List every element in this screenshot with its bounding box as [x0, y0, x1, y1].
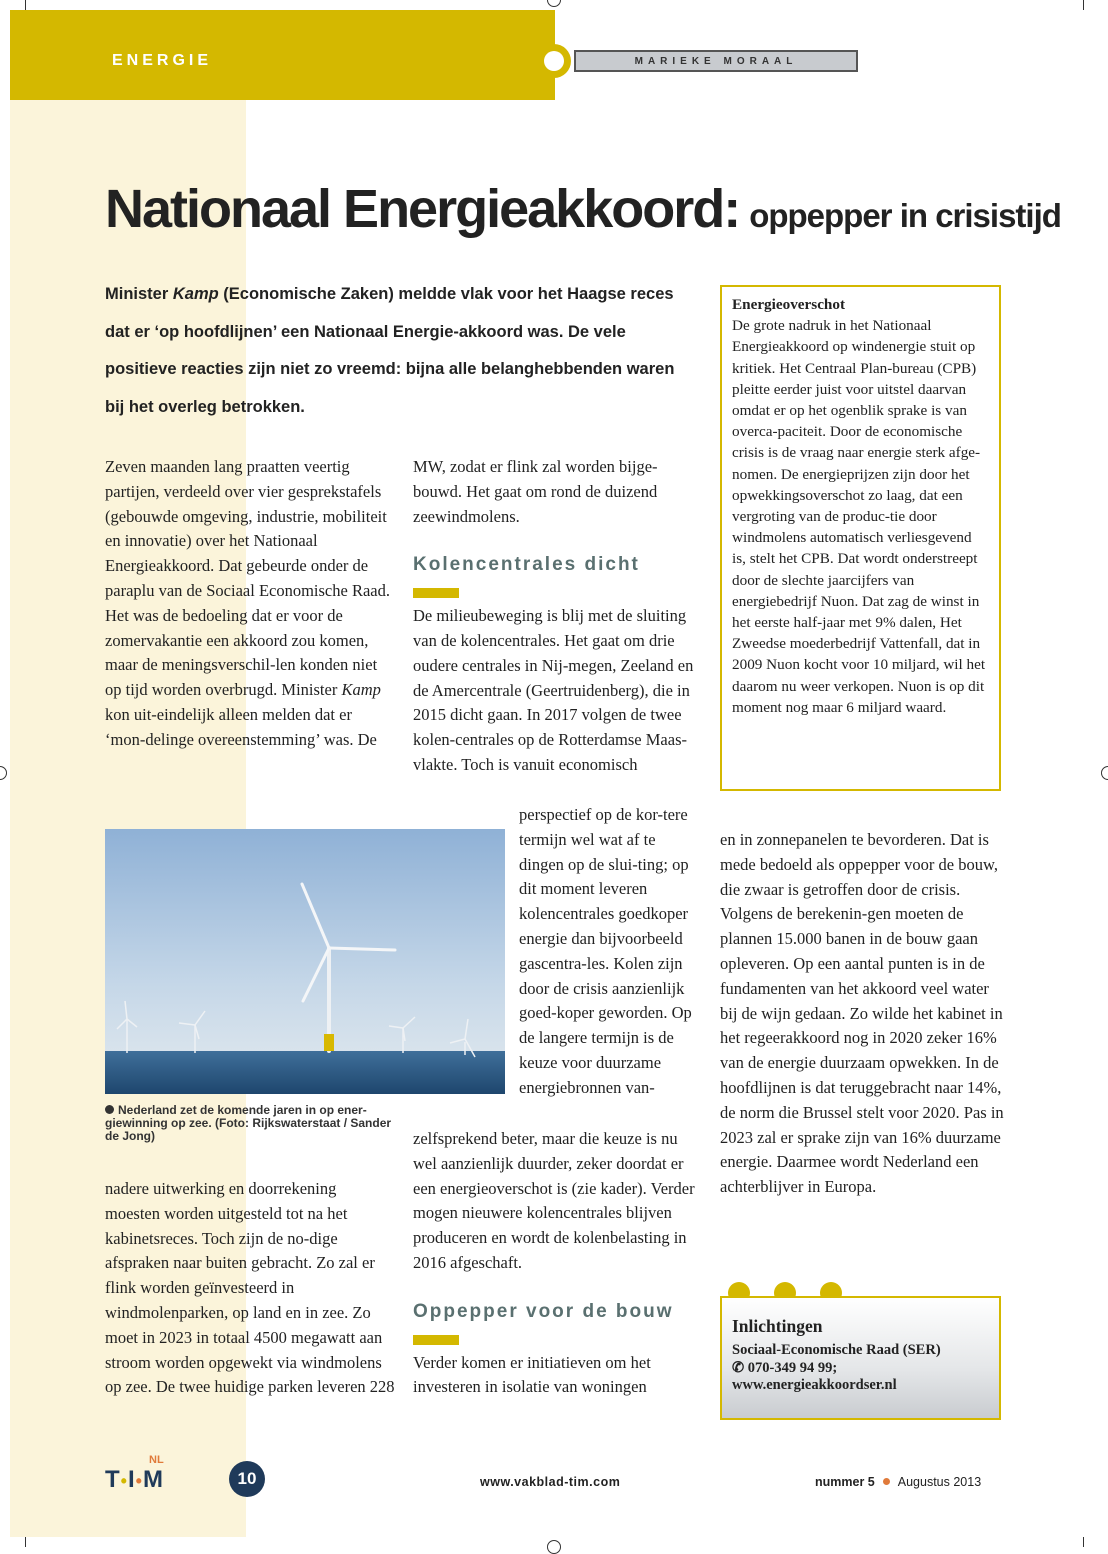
- section-label: ENERGIE: [112, 52, 213, 69]
- body-text: De milieubeweging is blij met de sluiting van de kolencentrales. Het gaat om drie oudere centrales in Nij-megen, Zeeland en de Amercentrale (Geertruidenberg), die in 2015 dicht gaan. In 2017 volgen de twee kolen-centrales op de Rotterdamse Maas-vlakte. Toch is vanuit economisch: [413, 606, 694, 774]
- body-text: Zeven maanden lang praatten veertig partijen, verdeeld over vier gesprekstafels (gebouwde omgeving, industrie, mobiliteit en innovatie) over het Nationaal Energieakkoord. Dat gebeurde onder de paraplu van de Sociaal Economische Raad. Het was de bedoeling dat er voor de zomervakantie een akkoord zou komen, maar de meningsverschil-len konden niet op tijd worden overbrugd. Minister: [105, 457, 390, 700]
- lead-text: Minister: [105, 285, 173, 303]
- lead-paragraph: [105, 276, 695, 426]
- info-phone: ✆ 070-349 94 99;: [732, 1359, 838, 1376]
- lead-name: Kamp: [172, 285, 219, 303]
- article-title: [105, 178, 1061, 240]
- body-text: MW, zodat er flink zal worden bijge-bouwd. Het gaat om rond de duizend zeewindmolens.: [413, 457, 658, 526]
- footer-website[interactable]: www.vakblad-tim.com: [480, 1475, 621, 1489]
- subheading-kolencentrales: Kolencentrales dicht: [413, 554, 640, 576]
- logo-letter: I: [127, 1466, 136, 1493]
- sidebar-box: [720, 285, 1001, 791]
- wind-turbine-photo: [105, 829, 505, 1094]
- info-title: Inlichtingen: [732, 1316, 823, 1336]
- header-dot: [544, 51, 564, 71]
- column-1-bottom: nadere uitwerking en doorrekening moesten worden uitgesteld tot na het kabinetsreces. Toch zijn de no-dige afspraken naar buiten gebracht. Zo zal er flink worden geïnvesteerd in windmolenparken, op land en in zee. Zo moet in 2023 in totaal 4500 megawatt aan stroom worden opgewekt via windmolens op zee. De twee huidige parken leveren 228: [105, 1179, 395, 1397]
- info-org: Sociaal-Economische Raad (SER): [732, 1342, 941, 1358]
- subheading-bouw: Oppepper voor de bouw: [413, 1300, 674, 1322]
- photo-caption: [105, 1104, 395, 1143]
- caption-text: Nederland zet de komende jaren in op ener-giewinning op zee. (Foto: Rijkswaterstaat / Sander de Jong): [105, 1103, 392, 1143]
- crop-mark: [1083, 0, 1084, 10]
- crop-mark: [25, 0, 26, 10]
- author-bar: [574, 50, 858, 72]
- column-3: en in zonnepanelen te bevorderen. Dat is mede bedoeld als oppepper voor de bouw, die zwaar is getroffen door de crisis. Volgens de berekenin-gen moeten de plannen 15.000 banen in de bouw gaan opleveren. Op een aantal punten is in de fundamenten van het akkoord veel water bij de wijn gedaan. Zo wilde het kabinet in het regeerakkoord nog in 2020 zeker 16% van de energie duurzaam opwekken. In de hoofdlijnen is dat teruggebracht naar 14%, de norm die Brussel stelt voor 2020. Pas in 2023 zal er sprake zijn van 16% duurzame energie. Daarmee wordt Nederland een achterblijver in Europa.: [720, 830, 1004, 1197]
- footer-issue: [815, 1475, 981, 1489]
- logo-dot: •: [135, 1471, 143, 1491]
- registration-mark-icon: [547, 1540, 561, 1554]
- logo-letter: T: [105, 1466, 121, 1493]
- crop-mark: [1083, 1537, 1084, 1547]
- bullet-icon: [105, 1105, 114, 1114]
- page-number: 10: [229, 1461, 265, 1497]
- registration-mark-icon: [0, 766, 7, 780]
- subheading-bar: [413, 1335, 459, 1345]
- column-2-bottom: [413, 1127, 703, 1400]
- body-name: Kamp: [341, 680, 381, 700]
- title-sub: oppepper in crisistijd: [749, 197, 1061, 234]
- author-name: MARIEKE MORAAL: [634, 55, 798, 67]
- separator-dot-icon: [883, 1478, 890, 1485]
- subheading-bar: [413, 588, 459, 598]
- body-text: kon uit-eindelijk alleen melden dat er ‘mon-delinge overeenstemming’ was. De: [105, 704, 377, 749]
- logo-nl: NL: [149, 1454, 164, 1466]
- column-1-top: [105, 455, 395, 753]
- issue-date: Augustus 2013: [897, 1475, 982, 1489]
- registration-mark-icon: [547, 0, 561, 7]
- crop-mark: [25, 1537, 26, 1547]
- lead-text: (Economische Zaken) meldde vlak voor het Haagse reces dat er ‘op hoofdlijnen’ een Nationaal Energie-akkoord was. De vele positieve reacties zijn niet zo vreemd: bijna alle belanghebbenden waren bij het overleg betrokken.: [105, 285, 675, 416]
- sidebar-title: Energieoverschot: [732, 296, 846, 313]
- column-2-wrap: perspectief op de kor-tere termijn wel wat af te dingen op de slui-ting; op dit moment leveren kolencentrales goedkoper energie dan bijvoorbeeld gascentra-les. Kolen zijn door de crisis aanzienlijk goed-koper geworden. Op de langere termijn is de keuze voor duurzame energiebronnen van-: [519, 805, 692, 1097]
- logo-letter: M: [142, 1466, 164, 1493]
- body-text: zelfsprekend beter, maar die keuze is nu wel aanzienlijk duurder, zeker doordat er een energieoverschot is (zie kader). Verder mogen nieuwere kolencentrales blijven produceren en wordt de kolenbelasting in 2016 afgeschaft.: [413, 1129, 695, 1272]
- header-band: [10, 10, 555, 100]
- body-text: Verder komen er initiatieven om het investeren in isolatie van woningen: [413, 1352, 651, 1397]
- issue-number: nummer 5: [815, 1475, 875, 1489]
- logo-dot: •: [120, 1471, 128, 1491]
- title-main: Nationaal Energieakkoord:: [105, 179, 740, 239]
- registration-mark-icon: [1101, 766, 1108, 780]
- info-url[interactable]: www.energieakkoordser.nl: [732, 1377, 897, 1393]
- sidebar-text: De grote nadruk in het Nationaal Energieakkoord op windenergie stuit op kritiek. Het Centraal Plan-bureau (CPB) pleitte eerder juist voor uitstel daarvan omdat er op het ogenblik sprake is van overca-paciteit. Door de economische crisis is de vraag naar energie sterk afge-nomen. De energieprijzen zijn door het opwekkingsoverschot zo laag, dat een vergroting van de produc-tie door windmolens automatisch verliesgevend is, stelt het CPB. Dat wordt onderstreept door de slechte jaarcijfers van energiebedrijf Nuon. Dat zag de winst in het eerste half-jaar met 9% dalen, Het Zweedse moederbedrijf Vattenfall, dat in 2009 Nuon kocht voor 10 miljard, wil het daarom nu weer verkopen. Nuon is op dit moment nog maar 6 miljard waard.: [732, 317, 986, 716]
- info-box: [720, 1296, 1001, 1420]
- column-2-top: [413, 455, 703, 778]
